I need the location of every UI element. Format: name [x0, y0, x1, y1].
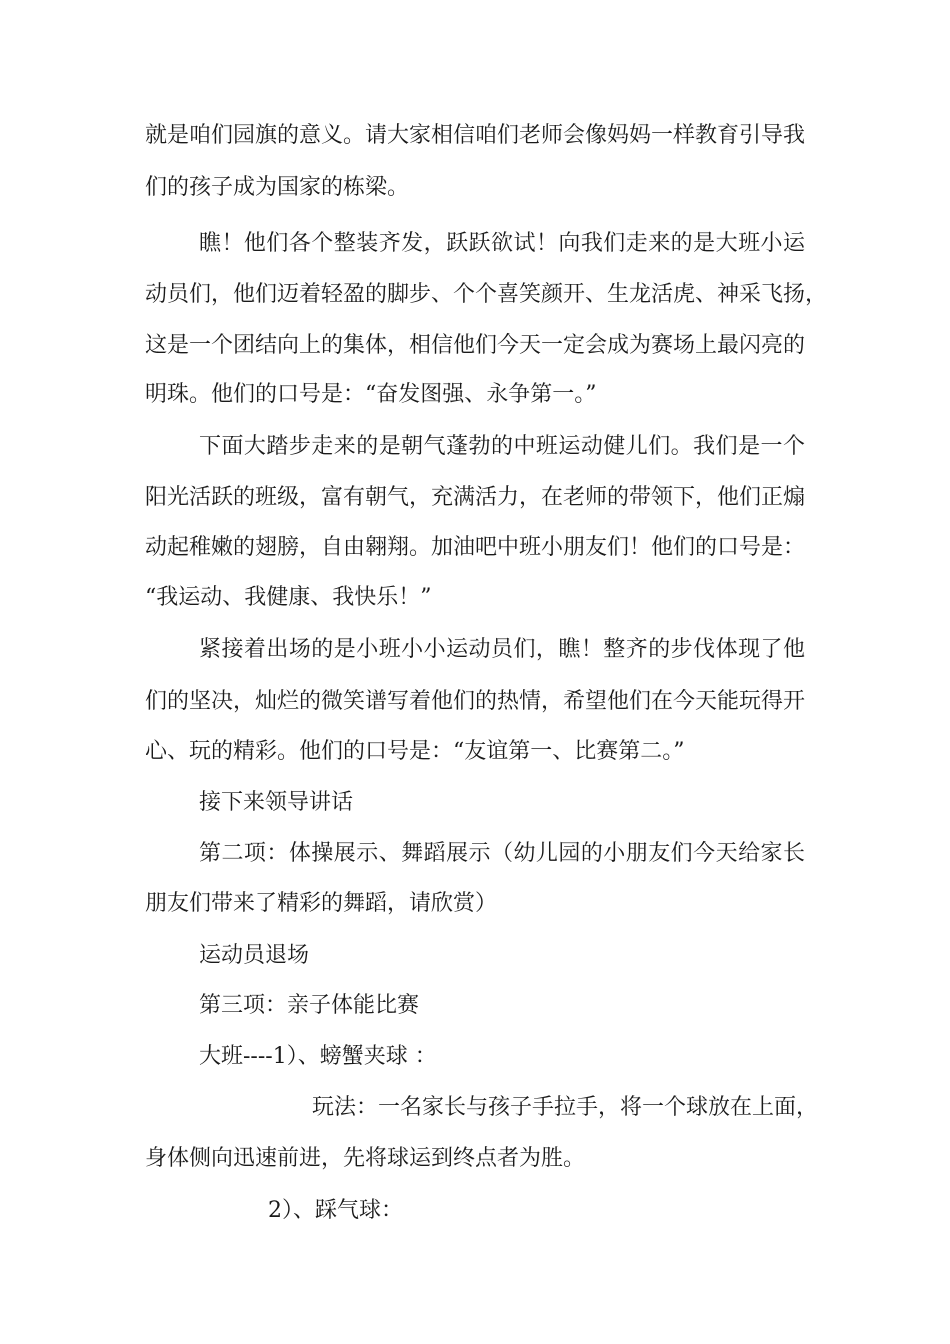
paragraph-line: 接下来领导讲话 [199, 790, 354, 815]
paragraph-line: 紧接着出场的是小班小小运动员们，瞧！整齐的步伐体现了他 [199, 637, 805, 662]
paragraph-line: 瞧！他们各个整装齐发，跃跃欲试！向我们走来的是大班小运 [199, 231, 805, 256]
paragraph-line: 2）、踩气球： [268, 1198, 403, 1223]
paragraph-line: 玩法：一名家长与孩子手拉手，将一个球放在上面， [312, 1095, 819, 1120]
paragraph-line: 动员们，他们迈着轻盈的脚步、个个喜笑颜开、生龙活虎、神采飞扬， [145, 282, 828, 307]
paragraph-line: 明珠。他们的口号是：“奋发图强、永争第一。” [145, 382, 597, 407]
paragraph-line: 身体侧向迅速前进，先将球运到终点者为胜。 [145, 1146, 586, 1171]
paragraph-line: 第二项：体操展示、舞蹈展示（幼儿园的小朋友们今天给家长 [199, 841, 805, 866]
paragraph-line: 下面大踏步走来的是朝气蓬勃的中班运动健儿们。我们是一个 [199, 434, 805, 459]
paragraph-line: 这是一个团结向上的集体，相信他们今天一定会成为赛场上最闪亮的 [145, 333, 806, 358]
paragraph-line: 就是咱们园旗的意义。请大家相信咱们老师会像妈妈一样教育引导我 [145, 123, 806, 148]
paragraph-line: “我运动、我健康、我快乐！” [145, 585, 432, 610]
paragraph-line: 大班----1）、螃蟹夹球 ： [199, 1044, 437, 1069]
paragraph-line: 阳光活跃的班级，富有朝气，充满活力，在老师的带领下，他们正煽 [145, 485, 806, 510]
paragraph-line: 朋友们带来了精彩的舞蹈，请欣赏） [145, 891, 498, 916]
paragraph-line: 第三项：亲子体能比赛 [199, 993, 420, 1018]
paragraph-line: 运动员退场 [199, 943, 310, 968]
paragraph-line: 们的坚决，灿烂的微笑谱写着他们的热情，希望他们在今天能玩得开 [145, 689, 806, 714]
paragraph-line: 们的孩子成为国家的栋梁。 [145, 175, 410, 200]
paragraph-line: 心、玩的精彩。他们的口号是：“友谊第一、比赛第二。” [145, 739, 685, 764]
paragraph-line: 动起稚嫩的翅膀，自由翱翔。加油吧中班小朋友们！他们的口号是： [145, 535, 806, 560]
